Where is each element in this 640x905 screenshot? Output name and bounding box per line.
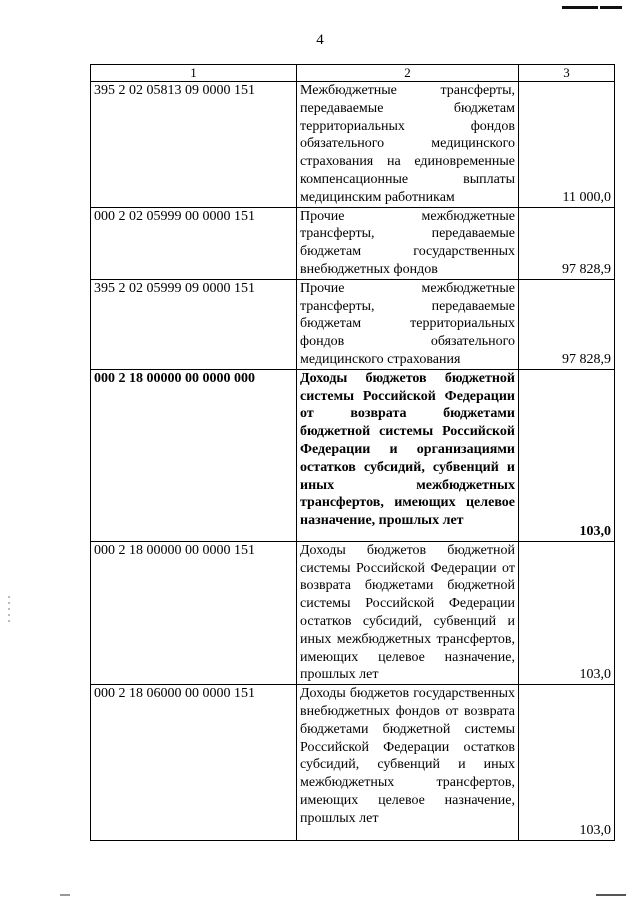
column-header-amount: 3 xyxy=(519,65,615,82)
description-cell: Прочие межбюджетные трансферты, передаваемые бюджетам государственных внебюджетных фондов xyxy=(297,207,519,279)
description-cell: Доходы бюджетов бюджетной системы Российской Федерации от возврата бюджетами бюджетной системы Российской Федерации остатков субсидий, субвенций и иных межбюджетных трансфертов, имеющих целевое назначение, прошлых лет xyxy=(297,541,519,684)
page-number: 4 xyxy=(316,32,324,48)
budget-revenue-table xyxy=(90,64,615,841)
scan-artifact-mark xyxy=(60,894,70,896)
amount-cell: 97 828,9 xyxy=(519,207,615,279)
table-row xyxy=(91,685,615,841)
scan-artifact-mark xyxy=(596,894,626,896)
table-row xyxy=(91,369,615,541)
description-cell: Доходы бюджетов бюджетной системы Российской Федерации от возврата бюджетами бюджетной системы Российской Федерации и организациями остатков субсидий, субвенций и иных межбюджетных трансфертов, имеющих целевое назначение, прошлых лет xyxy=(297,369,519,541)
budget-code-cell: 395 2 02 05813 09 0000 151 xyxy=(91,82,297,208)
amount-cell: 11 000,0 xyxy=(519,82,615,208)
table-row xyxy=(91,541,615,684)
column-header-code: 1 xyxy=(91,65,297,82)
amount-cell: 103,0 xyxy=(519,369,615,541)
budget-code-cell: 000 2 18 06000 00 0000 151 xyxy=(91,685,297,841)
scan-artifact-mark xyxy=(600,6,622,9)
description-cell: Прочие межбюджетные трансферты, передаваемые бюджетам территориальных фондов обязательного медицинского страхования xyxy=(297,279,519,369)
amount-cell: 97 828,9 xyxy=(519,279,615,369)
table-row xyxy=(91,279,615,369)
table-row xyxy=(91,82,615,208)
budget-code-cell: 000 2 18 00000 00 0000 000 xyxy=(91,369,297,541)
budget-code-cell: 395 2 02 05999 09 0000 151 xyxy=(91,279,297,369)
amount-cell: 103,0 xyxy=(519,685,615,841)
column-header-description: 2 xyxy=(297,65,519,82)
description-cell: Межбюджетные трансферты, передаваемые бюджетам территориальных фондов обязательного медицинского страхования на единовременные компенсационные выплаты медицинским работникам xyxy=(297,82,519,208)
table-row xyxy=(91,207,615,279)
description-cell: Доходы бюджетов государственных внебюджетных фондов от возврата бюджетами бюджетной системы Российской Федерации остатков субсидий, субвенций и иных межбюджетных трансфертов, имеющих целевое назначение, прошлых лет xyxy=(297,685,519,841)
amount-cell: 103,0 xyxy=(519,541,615,684)
budget-code-cell: 000 2 02 05999 00 0000 151 xyxy=(91,207,297,279)
scan-edge-artifact xyxy=(8,596,10,626)
scan-artifact-mark xyxy=(562,6,598,9)
table-header-row xyxy=(91,65,615,82)
budget-code-cell: 000 2 18 00000 00 0000 151 xyxy=(91,541,297,684)
